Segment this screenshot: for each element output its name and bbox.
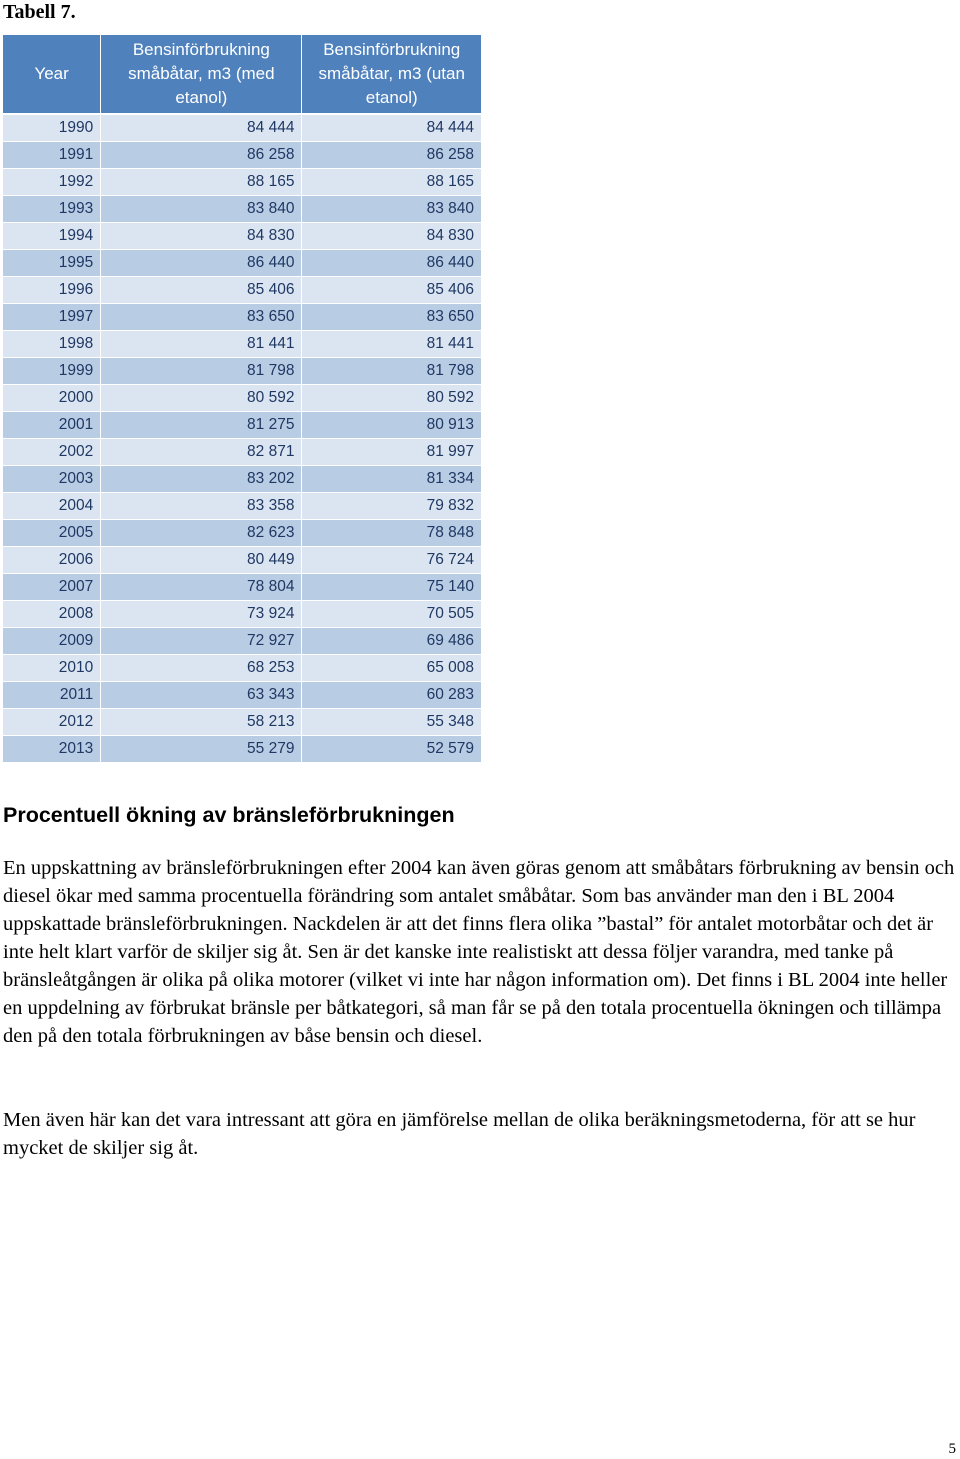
cell-with-ethanol: 55 279 (101, 735, 302, 762)
cell-without-ethanol: 81 334 (302, 465, 481, 492)
cell-year: 2008 (3, 600, 101, 627)
table-row (3, 411, 481, 438)
table-row (3, 168, 481, 195)
cell-without-ethanol: 81 441 (302, 330, 481, 357)
header-without-ethanol: Bensinförbrukning småbåtar, m3 (utan etanol) (302, 35, 481, 114)
cell-without-ethanol: 78 848 (302, 519, 481, 546)
cell-with-ethanol: 81 798 (101, 357, 302, 384)
cell-with-ethanol: 72 927 (101, 627, 302, 654)
cell-with-ethanol: 68 253 (101, 654, 302, 681)
table-row (3, 438, 481, 465)
cell-with-ethanol: 86 440 (101, 249, 302, 276)
table-row (3, 465, 481, 492)
table-row (3, 303, 481, 330)
cell-without-ethanol: 84 830 (302, 222, 481, 249)
cell-year: 1999 (3, 357, 101, 384)
cell-with-ethanol: 84 444 (101, 114, 302, 141)
table-row (3, 141, 481, 168)
cell-without-ethanol: 70 505 (302, 600, 481, 627)
cell-without-ethanol: 55 348 (302, 708, 481, 735)
table-row (3, 546, 481, 573)
cell-year: 2002 (3, 438, 101, 465)
cell-without-ethanol: 52 579 (302, 735, 481, 762)
cell-year: 1998 (3, 330, 101, 357)
cell-with-ethanol: 83 650 (101, 303, 302, 330)
header-with-ethanol: Bensinförbrukning småbåtar, m3 (med etanol) (101, 35, 302, 114)
cell-without-ethanol: 86 440 (302, 249, 481, 276)
cell-without-ethanol: 86 258 (302, 141, 481, 168)
cell-without-ethanol: 60 283 (302, 681, 481, 708)
table-row (3, 654, 481, 681)
cell-with-ethanol: 78 804 (101, 573, 302, 600)
cell-with-ethanol: 86 258 (101, 141, 302, 168)
cell-with-ethanol: 83 358 (101, 492, 302, 519)
table-row (3, 222, 481, 249)
cell-without-ethanol: 75 140 (302, 573, 481, 600)
cell-year: 2005 (3, 519, 101, 546)
table-row (3, 330, 481, 357)
table-body (3, 114, 481, 762)
cell-year: 1990 (3, 114, 101, 141)
page-number: 5 (948, 1441, 956, 1457)
cell-year: 2001 (3, 411, 101, 438)
cell-year: 2009 (3, 627, 101, 654)
table-row (3, 708, 481, 735)
body-paragraph-1: En uppskattning av bränsleförbrukningen efter 2004 kan även göras genom att småbåtars förbrukning av bensin och diesel ökar med samma procentuella förändring som antalet småbåtar. Som bas använder man den i BL 2004 uppskattade bränsleförbrukningen. Nackdelen är att det finns flera olika ”bastal” för antalet motorbåtar och det är inte helt klart varför de skiljer sig åt. Sen är det kanske inte realistiskt att dessa följer varandra, med tanke på bränsleåtgången är olika på olika motorer (vilket vi inte har någon information om). Det finns i BL 2004 inte heller en uppdelning av förbrukat bränsle per båtkategori, så man får se på den totala procentuella ökningen och tillämpa den på den totala förbrukningen av båse bensin och diesel. (3, 857, 955, 1047)
cell-year: 1997 (3, 303, 101, 330)
cell-with-ethanol: 73 924 (101, 600, 302, 627)
cell-year: 1996 (3, 276, 101, 303)
cell-with-ethanol: 58 213 (101, 708, 302, 735)
cell-without-ethanol: 84 444 (302, 114, 481, 141)
cell-without-ethanol: 85 406 (302, 276, 481, 303)
cell-with-ethanol: 88 165 (101, 168, 302, 195)
table-row (3, 627, 481, 654)
body-paragraph-2: Men även här kan det vara intressant att göra en jämförelse mellan de olika beräkningsmetoderna, för att se hur mycket de skiljer sig åt. (3, 1109, 916, 1159)
cell-year: 2000 (3, 384, 101, 411)
cell-without-ethanol: 79 832 (302, 492, 481, 519)
table-row (3, 600, 481, 627)
table-title: Tabell 7. (3, 1, 76, 23)
cell-year: 1992 (3, 168, 101, 195)
cell-year: 2003 (3, 465, 101, 492)
fuel-consumption-table (3, 35, 481, 762)
cell-without-ethanol: 69 486 (302, 627, 481, 654)
table-row (3, 195, 481, 222)
section-heading: Procentuell ökning av bränsleförbrukningen (3, 803, 455, 827)
table-row (3, 357, 481, 384)
cell-year: 1991 (3, 141, 101, 168)
cell-year: 2007 (3, 573, 101, 600)
cell-without-ethanol: 81 798 (302, 357, 481, 384)
cell-year: 2010 (3, 654, 101, 681)
table-row (3, 519, 481, 546)
table-row (3, 573, 481, 600)
table-row (3, 492, 481, 519)
cell-with-ethanol: 81 441 (101, 330, 302, 357)
cell-with-ethanol: 82 871 (101, 438, 302, 465)
header-year: Year (3, 35, 101, 114)
cell-with-ethanol: 82 623 (101, 519, 302, 546)
cell-with-ethanol: 81 275 (101, 411, 302, 438)
cell-year: 2011 (3, 681, 101, 708)
cell-with-ethanol: 85 406 (101, 276, 302, 303)
cell-with-ethanol: 83 202 (101, 465, 302, 492)
cell-year: 1995 (3, 249, 101, 276)
cell-year: 2006 (3, 546, 101, 573)
cell-without-ethanol: 88 165 (302, 168, 481, 195)
cell-without-ethanol: 83 840 (302, 195, 481, 222)
cell-with-ethanol: 84 830 (101, 222, 302, 249)
table-row (3, 249, 481, 276)
table-row (3, 114, 481, 141)
cell-year: 2012 (3, 708, 101, 735)
cell-year: 1994 (3, 222, 101, 249)
cell-with-ethanol: 80 449 (101, 546, 302, 573)
cell-without-ethanol: 65 008 (302, 654, 481, 681)
table-row (3, 735, 481, 762)
cell-with-ethanol: 83 840 (101, 195, 302, 222)
table-row (3, 384, 481, 411)
cell-year: 2004 (3, 492, 101, 519)
cell-without-ethanol: 80 592 (302, 384, 481, 411)
cell-without-ethanol: 80 913 (302, 411, 481, 438)
cell-year: 1993 (3, 195, 101, 222)
cell-year: 2013 (3, 735, 101, 762)
table-header-row (3, 35, 481, 114)
cell-with-ethanol: 63 343 (101, 681, 302, 708)
cell-without-ethanol: 76 724 (302, 546, 481, 573)
cell-without-ethanol: 81 997 (302, 438, 481, 465)
cell-with-ethanol: 80 592 (101, 384, 302, 411)
table-row (3, 681, 481, 708)
table-row (3, 276, 481, 303)
cell-without-ethanol: 83 650 (302, 303, 481, 330)
